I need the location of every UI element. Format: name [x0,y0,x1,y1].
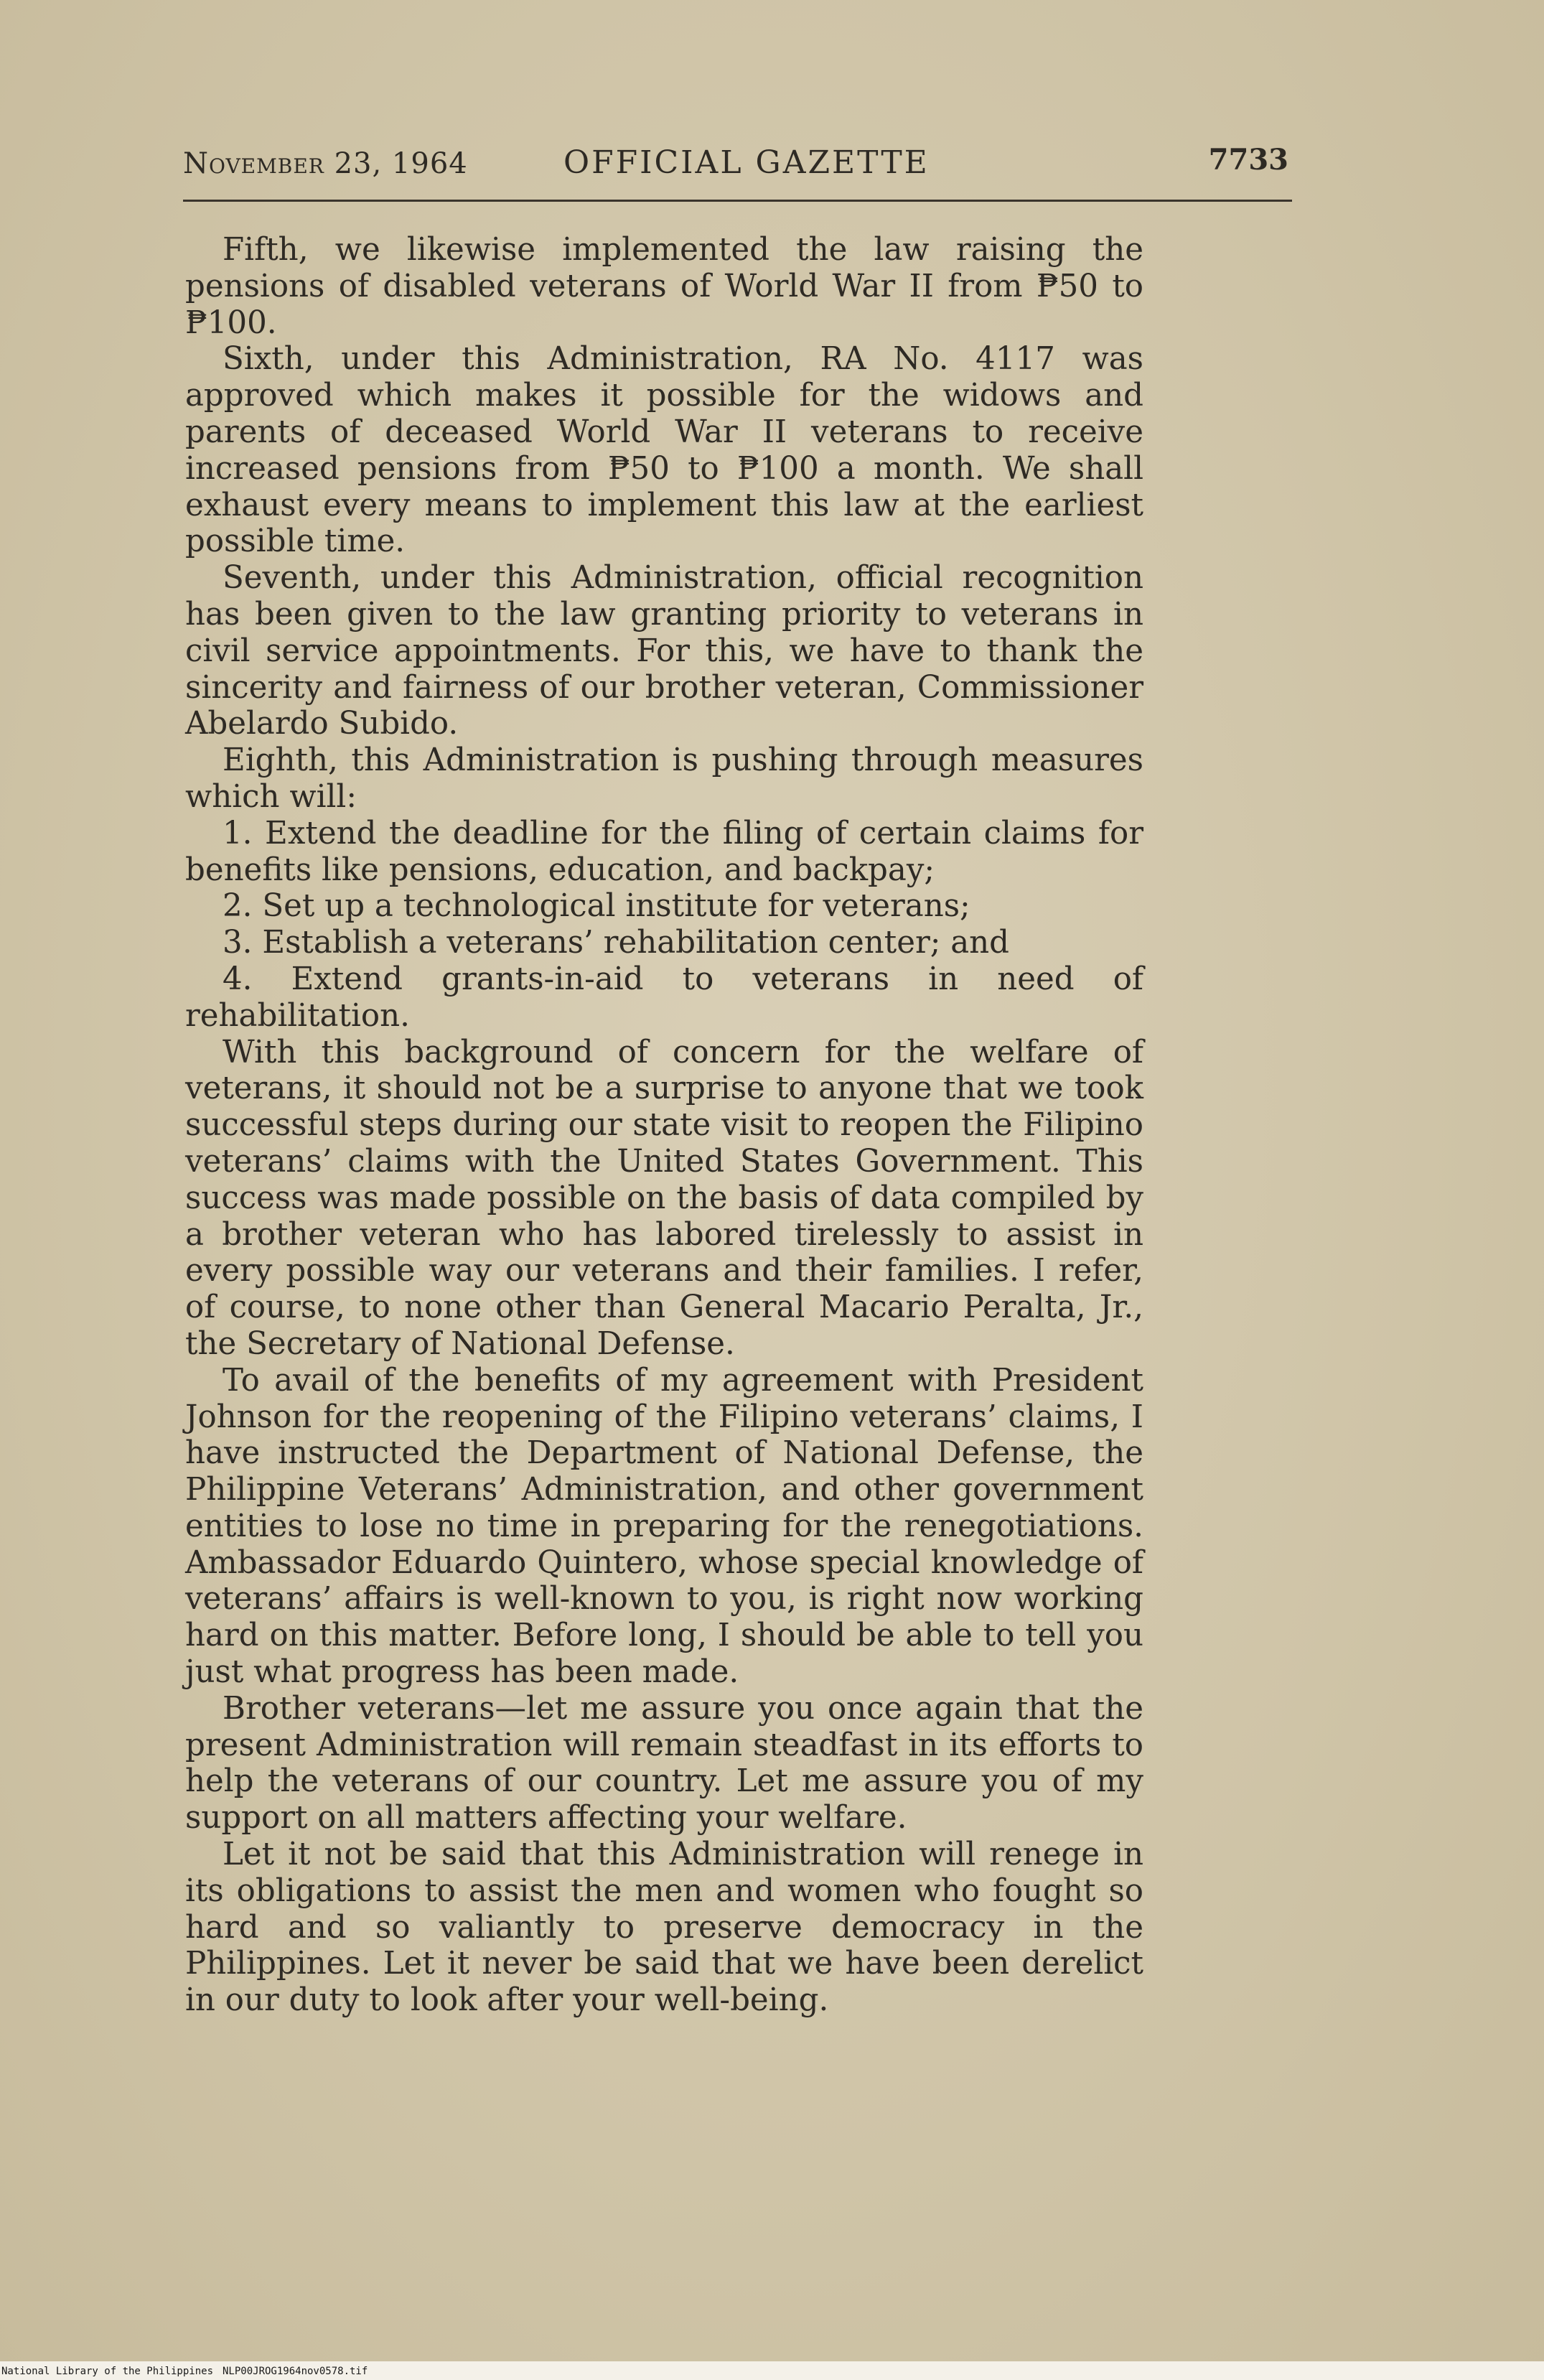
list-item-2: 2. Set up a technological institute for veterans; [223,888,970,925]
header-rule [183,200,1292,202]
list-item-4: 4. Extend grants-in-aid to veterans in need of rehabilitation. [185,961,1143,1034]
paragraph-seventh: Seventh, under this Administration, official recognition has been given to the law granting priority to veterans in civil service appointments. For this, we have to thank the sincerity and fairness of our brother veteran, Commissioner Abelardo Subido. [185,560,1143,742]
list-item-1: 1. Extend the deadline for the filing of certain claims for benefits like pensions, education, and backpay; [185,815,1143,888]
paragraph-brother-veterans: Brother veterans—let me assure you once again that the present Administration will remain steadfast in its efforts to help the veterans of our country. Let me assure you of my support on all matters affecting your welfare. [185,1690,1143,1837]
paragraph-agreement: To avail of the benefits of my agreement with President Johnson for the reopening of the Filipino veterans’ claims, I have instructed the Department of National Defense, the Philippine Veterans’ Administration, and other government entities to lose no time in preparing for the renegotiations. Ambassador Eduardo Quintero, whose special knowledge of veterans’ affairs is well-known to you, is right now working hard on this matter. Before long, I should be able to tell you just what progress has been made. [185,1362,1143,1691]
footer-filename: NLP00JROG1964nov0578.tif [223,2366,368,2377]
page-number: 7733 [1208,143,1288,177]
header-date: November 23, 1964 [183,147,468,180]
publication-title: OFFICIAL GAZETTE [563,144,930,181]
article-body [185,232,1143,2019]
page-header [183,143,1288,190]
paragraph-eighth: Eighth, this Administration is pushing through measures which will: [185,742,1143,815]
list-item-3: 3. Establish a veterans’ rehabilitation center; and [223,925,1010,961]
paragraph-background: With this background of concern for the welfare of veterans, it should not be a surprise to anyone that we took successful steps during our state visit to reopen the Filipino veterans’ claims with the United States Government. This success was made possible on the basis of data compiled by a brother veteran who has labored tirelessly to assist in every possible way our veterans and their families. I refer, of course, to none other than General Macario Peralta, Jr., the Secretary of National Defense. [185,1034,1143,1362]
paragraph-closing: Let it not be said that this Administration will renege in its obligations to assist the men and women who fought so hard and so valiantly to preserve democracy in the Philippines. Let it never be said that we have been derelict in our duty to look after your well-being. [185,1837,1143,2019]
footer-library: National Library of the Philippines [1,2366,214,2377]
paragraph-sixth: Sixth, under this Administration, RA No. 4117 was approved which makes it possible for the widows and parents of deceased World War II veterans to receive increased pensions from ₱50 to ₱100 a month. We shall exhaust every means to implement this law at the earliest possible time. [185,341,1143,560]
paragraph-fifth: Fifth, we likewise implemented the law raising the pensions of disabled veterans of World War II from ₱50 to ₱100. [185,232,1143,341]
